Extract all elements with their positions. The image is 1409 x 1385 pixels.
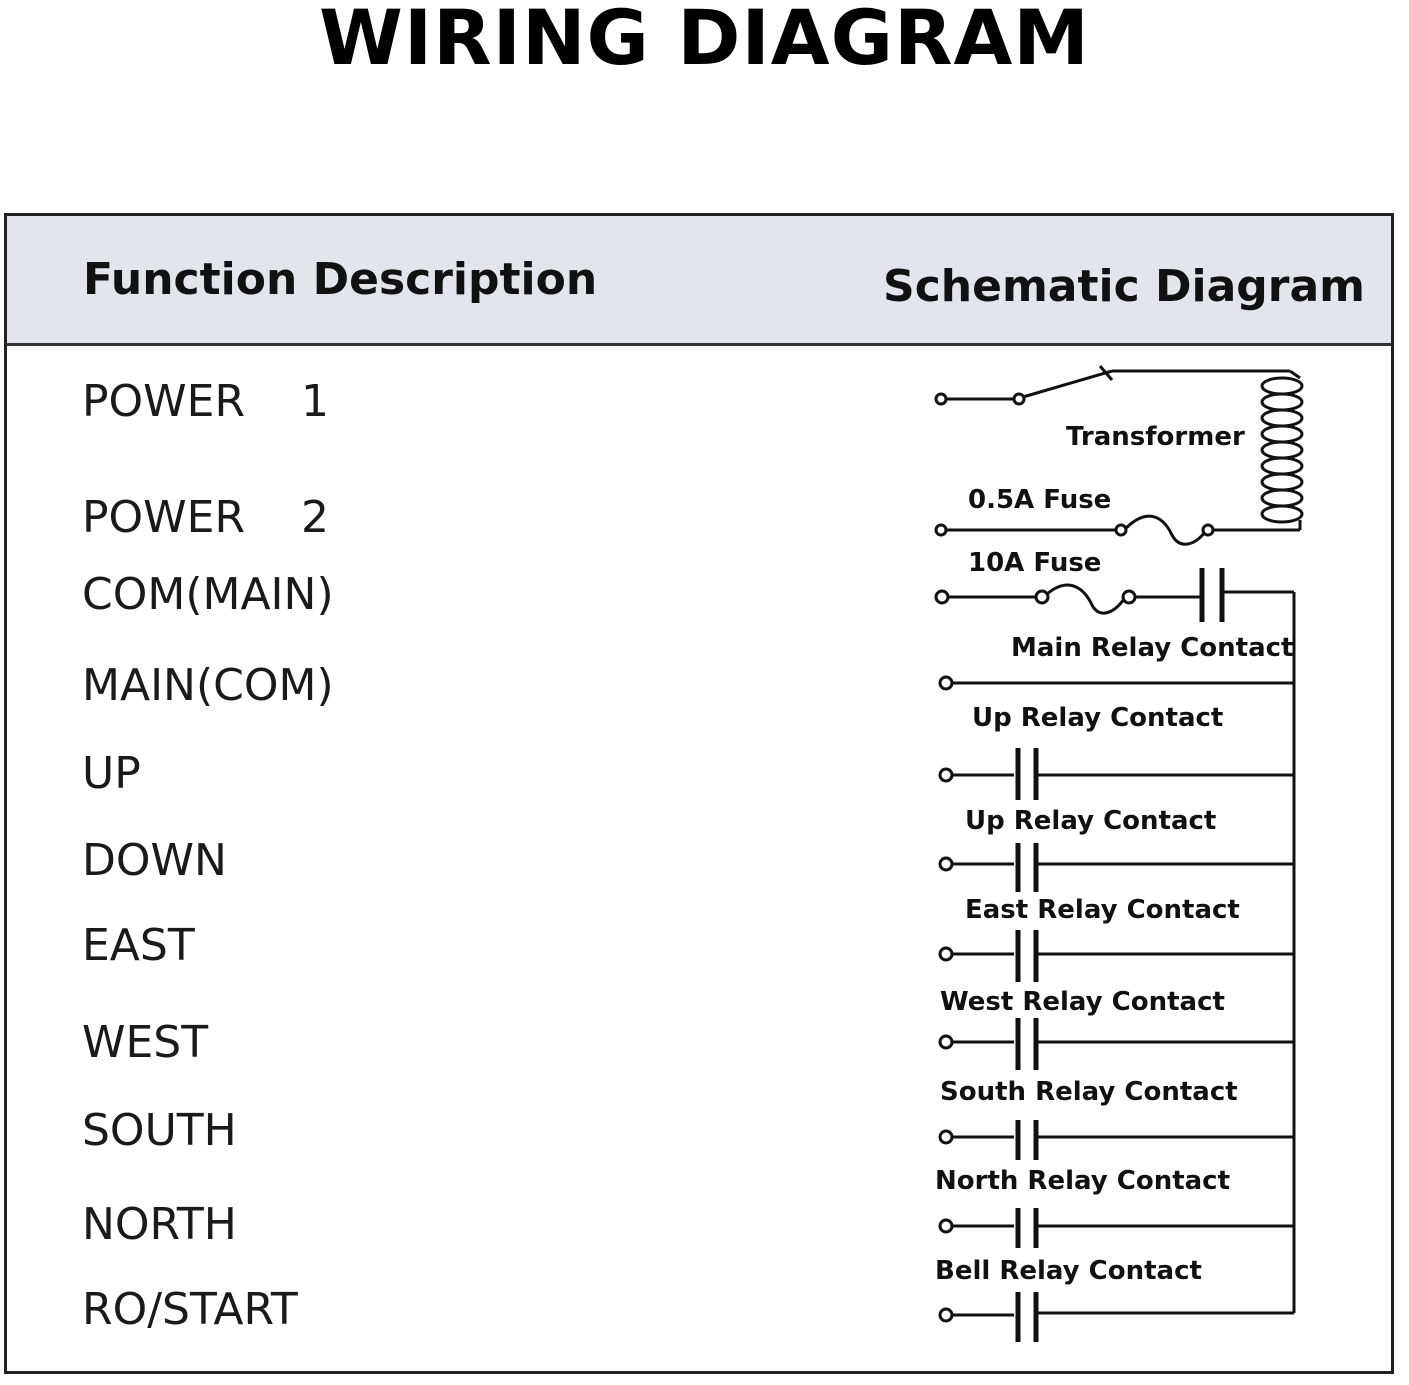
- power-switch: [936, 366, 1290, 404]
- function-south: SOUTH: [82, 1105, 237, 1156]
- main-com-line: [940, 677, 1294, 689]
- function-power-1: POWER 1: [82, 376, 329, 427]
- function-com-main: COM(MAIN): [82, 569, 334, 620]
- relay-contact-north: [940, 1208, 1294, 1248]
- function-down: DOWN: [82, 835, 227, 886]
- fuse-small-label: 0.5A Fuse: [968, 485, 1112, 515]
- relay-label-bell: Bell Relay Contact: [935, 1256, 1202, 1286]
- fuse-small-line: [936, 516, 1300, 544]
- relay-contact-west: [940, 1018, 1294, 1070]
- function-main-com: MAIN(COM): [82, 660, 334, 711]
- transformer-label: Transformer: [1066, 422, 1245, 452]
- relay-contact-up: [940, 748, 1294, 800]
- fuse-large-label: 10A Fuse: [968, 548, 1102, 578]
- relay-contact-east: [940, 930, 1294, 982]
- relay-label-up: Up Relay Contact: [972, 703, 1224, 733]
- function-north: NORTH: [82, 1199, 237, 1250]
- relay-contact-bell: [940, 1292, 1294, 1342]
- function-west: WEST: [82, 1017, 209, 1068]
- relay-contact-down: [940, 843, 1294, 892]
- schematic-diagram-heading: Schematic Diagram: [883, 261, 1366, 312]
- function-up: UP: [82, 748, 141, 799]
- function-ro-start: RO/START: [82, 1284, 298, 1335]
- function-east: EAST: [82, 920, 195, 971]
- relay-contact-south: [940, 1120, 1294, 1160]
- relay-label-west: West Relay Contact: [940, 987, 1225, 1017]
- transformer-coil-icon: [1262, 371, 1302, 530]
- relay-label-south: South Relay Contact: [940, 1077, 1238, 1107]
- function-description-heading: Function Description: [83, 254, 598, 305]
- relay-label-north: North Relay Contact: [935, 1166, 1231, 1196]
- function-power-2: POWER 2: [82, 492, 329, 543]
- relay-label-east: East Relay Contact: [965, 895, 1240, 925]
- page-title: WIRING DIAGRAM: [319, 0, 1090, 82]
- main-relay-label: Main Relay Contact: [1011, 633, 1294, 663]
- relay-label-down: Up Relay Contact: [965, 806, 1217, 836]
